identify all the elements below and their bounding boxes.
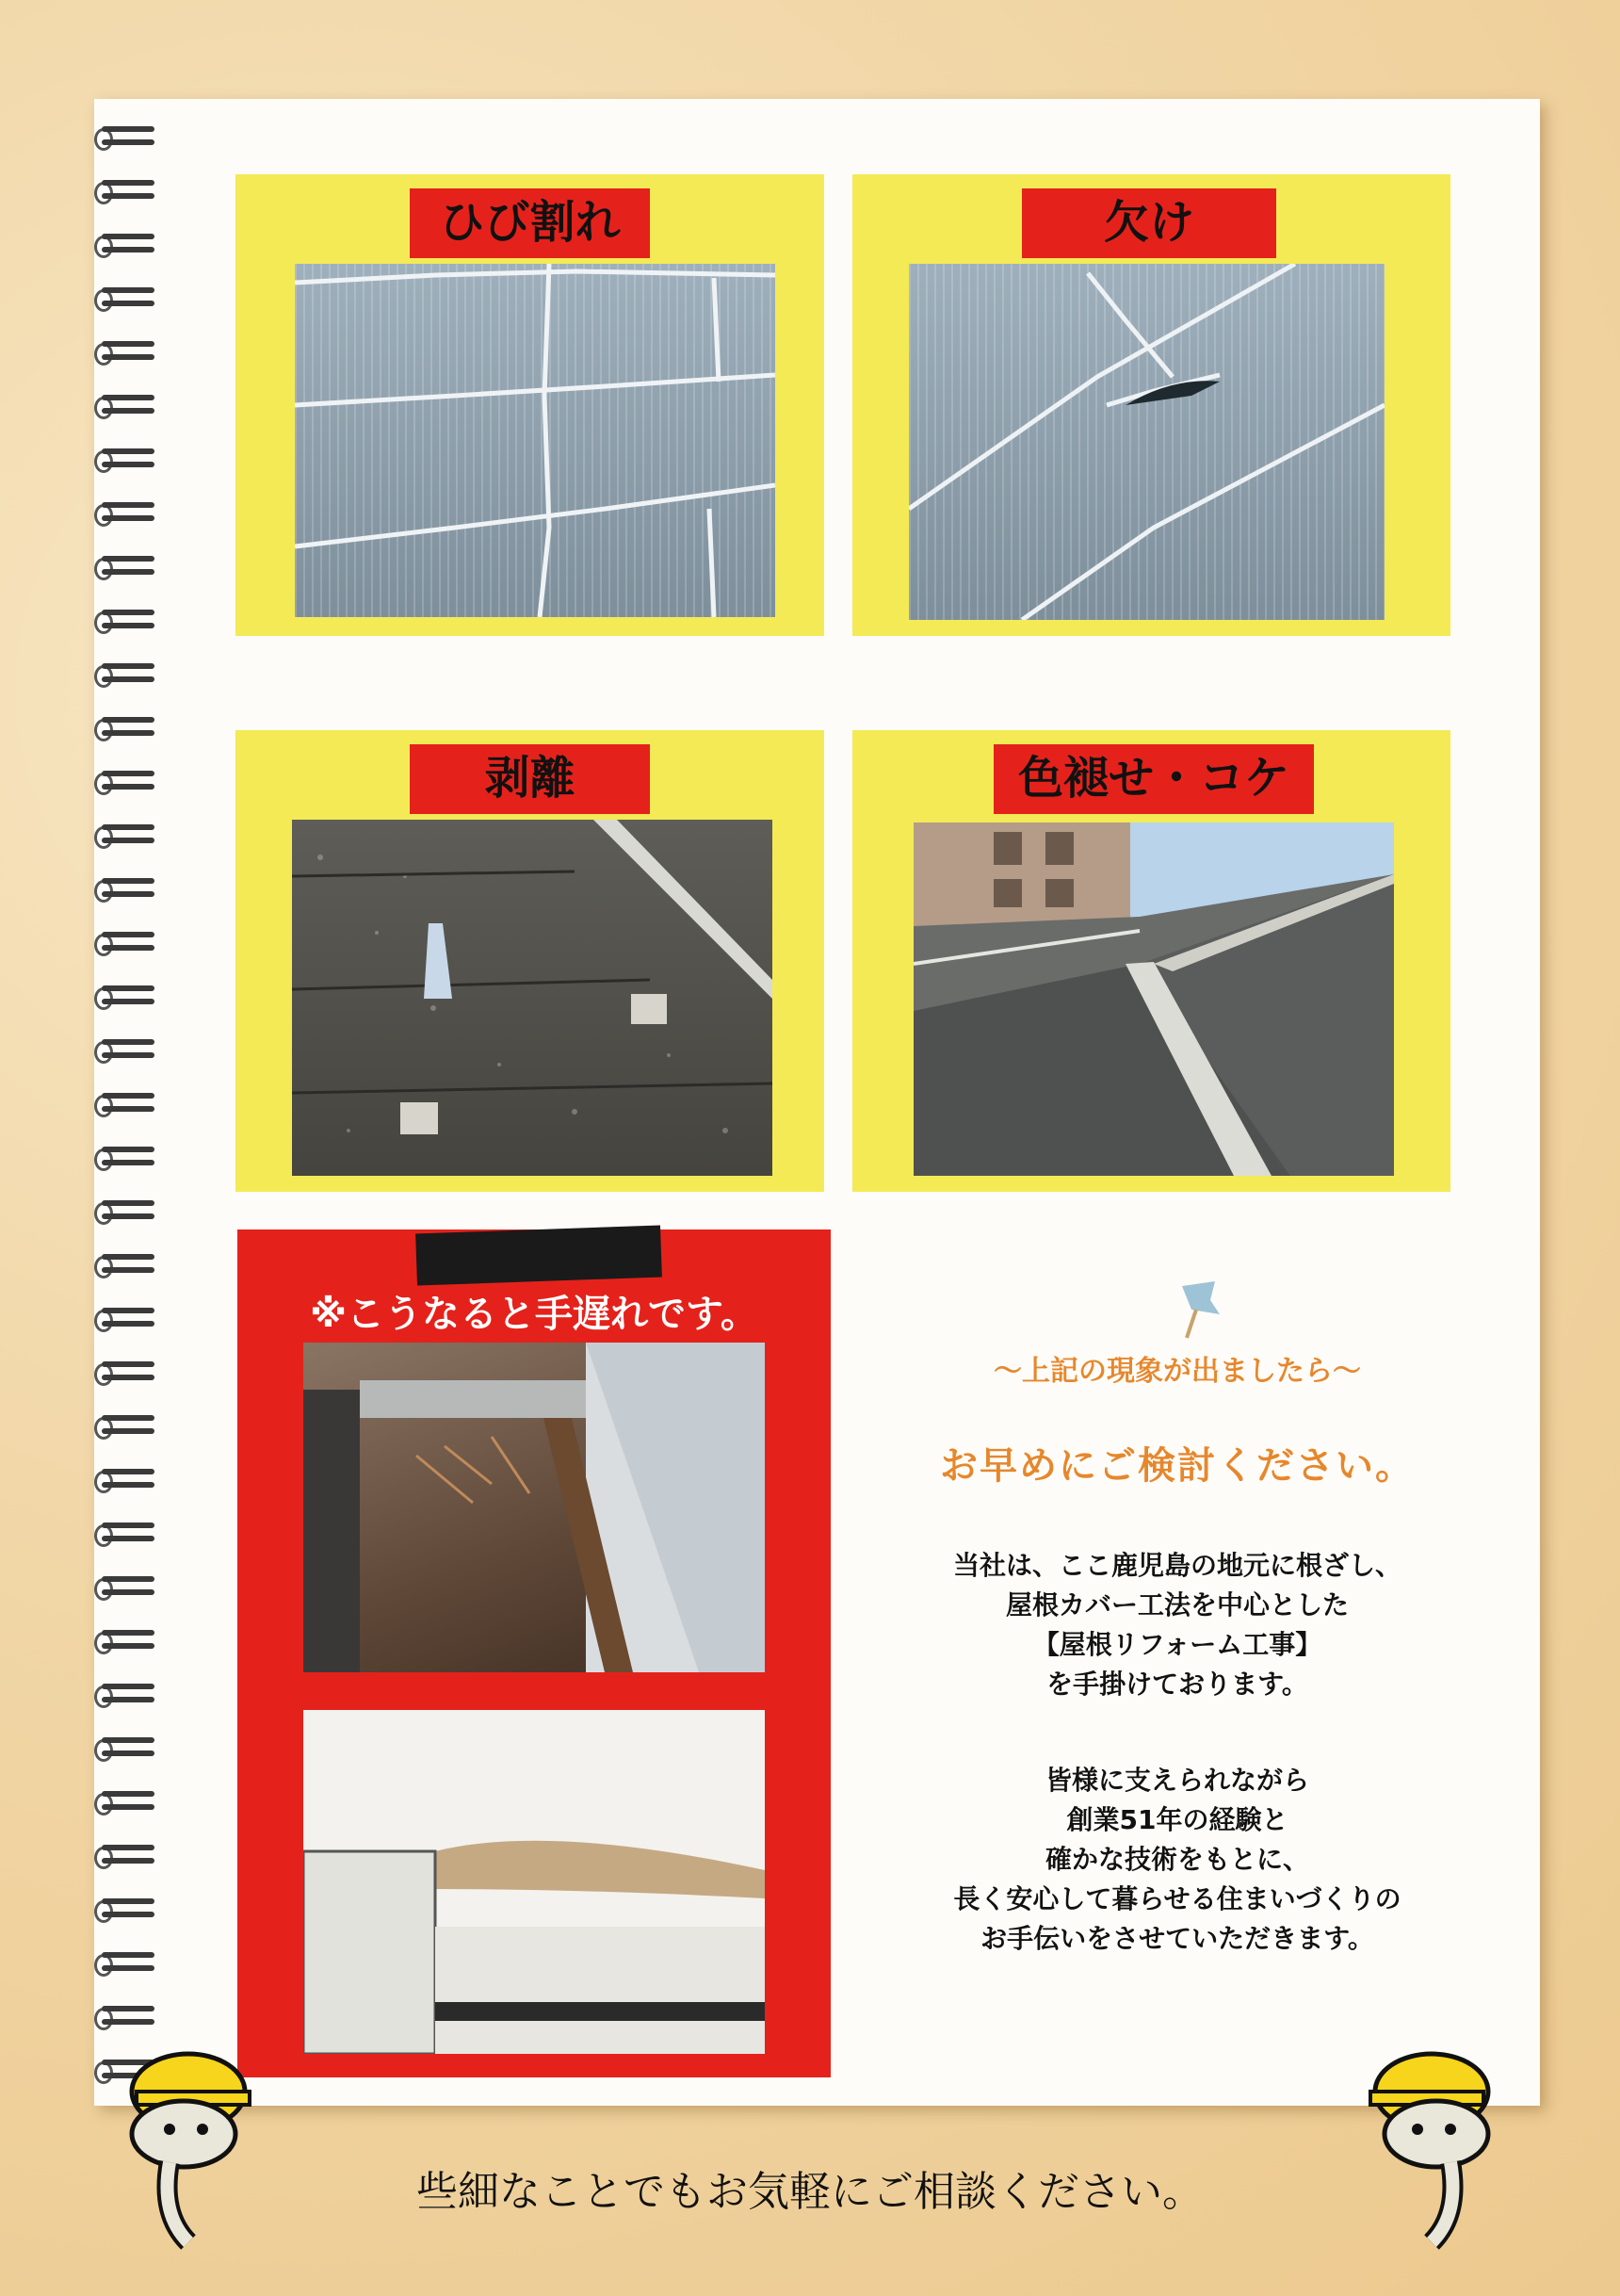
panel-crack	[235, 174, 824, 636]
fading-moss-photo	[914, 822, 1394, 1176]
binding-ring	[94, 1895, 158, 1927]
binding-ring	[94, 284, 158, 316]
company-paragraph-1	[895, 1546, 1460, 1704]
binding-ring	[94, 337, 158, 369]
binding-ring	[94, 498, 158, 530]
message-block	[895, 1310, 1460, 1959]
panel-fading-moss	[852, 730, 1450, 1192]
rotted-roof-photo	[303, 1343, 765, 1672]
binding-ring	[94, 1250, 158, 1282]
footer-message: 些細なことでもお気軽にご相談ください。	[416, 2168, 1204, 2216]
binding-ring	[94, 606, 158, 638]
text-line: お手伝いをさせていただきます。	[980, 1923, 1374, 1954]
binding-ring	[94, 1143, 158, 1175]
warning-title: ※こうなると手遅れです。	[310, 1293, 758, 1336]
crack-photo	[295, 264, 775, 617]
binding-ring	[94, 767, 158, 799]
text-line: 当社は、ここ鹿児島の地元に根ざし、	[952, 1550, 1401, 1581]
binding-ring	[94, 713, 158, 745]
binding-ring	[94, 1572, 158, 1604]
panel-title: 剥離	[410, 744, 650, 814]
gecko-mascot-right-icon	[1309, 2026, 1535, 2261]
binding-ring	[94, 230, 158, 262]
binding-ring	[94, 176, 158, 208]
spiral-binding	[94, 122, 170, 2101]
binding-ring	[94, 1519, 158, 1551]
binding-ring	[94, 1841, 158, 1873]
binding-ring	[94, 928, 158, 960]
chip-photo	[909, 264, 1385, 620]
text-line: 確かな技術をもとに、	[1045, 1844, 1309, 1875]
text-line: 皆様に支えられながら	[1045, 1765, 1309, 1796]
binding-ring	[94, 1680, 158, 1712]
text-line: 創業51年の経験と	[1066, 1804, 1288, 1835]
binding-ring	[94, 122, 158, 155]
binding-ring	[94, 1304, 158, 1336]
binding-ring	[94, 1465, 158, 1497]
binding-ring	[94, 982, 158, 1014]
binding-ring	[94, 1948, 158, 1980]
panel-peeling	[235, 730, 824, 1192]
binding-ring	[94, 821, 158, 853]
panel-title: 欠け	[1022, 188, 1276, 258]
binding-ring	[94, 1197, 158, 1229]
water-stain-photo	[303, 1710, 765, 2054]
message-subheading: 〜上記の現象が出ましたら〜	[994, 1355, 1361, 1388]
gecko-mascot-left-icon	[85, 2026, 311, 2261]
text-line: 屋根カバー工法を中心とした	[1005, 1589, 1349, 1620]
binding-ring	[94, 1411, 158, 1443]
binding-ring	[94, 1787, 158, 1819]
binding-ring	[94, 1734, 158, 1766]
binding-ring	[94, 552, 158, 584]
binding-ring	[94, 1035, 158, 1067]
message-lead: お早めにご検討ください。	[940, 1444, 1415, 1488]
text-line: 【屋根リフォーム工事】	[1032, 1629, 1322, 1660]
binding-ring	[94, 391, 158, 423]
binding-ring	[94, 445, 158, 477]
text-line: 長く安心して暮らせる住まいづくりの	[953, 1883, 1401, 1914]
peeling-photo	[292, 820, 772, 1176]
binding-ring	[94, 659, 158, 692]
company-paragraph-2	[895, 1761, 1460, 1959]
binding-ring	[94, 1358, 158, 1390]
panel-chip	[852, 174, 1450, 636]
panel-title: 色褪せ・コケ	[994, 744, 1314, 814]
binding-ring	[94, 874, 158, 906]
panel-title: ひび割れ	[410, 188, 650, 258]
black-tape	[415, 1225, 662, 1285]
text-line: を手掛けております。	[1046, 1669, 1308, 1700]
binding-ring	[94, 1089, 158, 1121]
binding-ring	[94, 1626, 158, 1658]
warning-panel	[237, 1229, 831, 2077]
